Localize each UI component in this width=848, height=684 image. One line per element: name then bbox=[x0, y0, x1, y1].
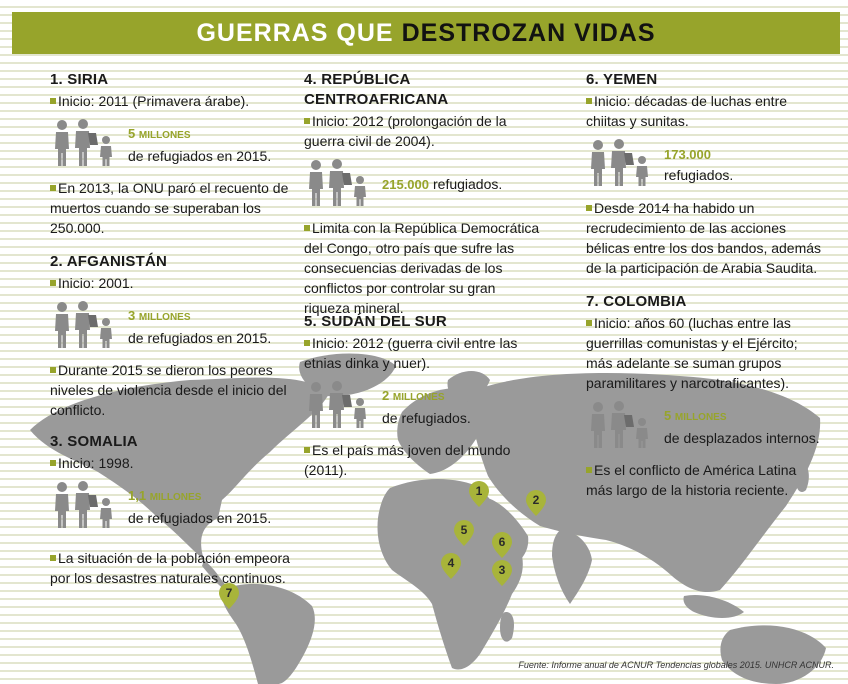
inicio-rca: Inicio: 2012 (prolongación de la guerra civil de 2004). bbox=[304, 113, 507, 149]
refugees-rca bbox=[304, 157, 544, 212]
refugee-number-afganistan: 3 MILLONES bbox=[128, 307, 191, 323]
title-part-2: DESTROZAN VIDAS bbox=[401, 18, 656, 47]
title-part-1: GUERRAS QUE bbox=[196, 18, 394, 47]
inicio-yemen: Inicio: décadas de luchas entre chiitas y sunitas. bbox=[586, 93, 788, 129]
heading-rca: 4. REPÚBLICA CENTROAFRICANA bbox=[304, 71, 449, 108]
refugee-family-icon bbox=[50, 479, 122, 534]
inicio-siria: Inicio: 2011 (Primavera árabe). bbox=[50, 91, 290, 111]
section-sudan bbox=[304, 312, 544, 480]
refugee-number-rca: 215.000 bbox=[382, 177, 429, 192]
svg-text:2: 2 bbox=[532, 493, 540, 507]
heading-afganistan: 2. AFGANISTÁN bbox=[50, 253, 168, 270]
note-colombia: Es el conflicto de América Latina más largo de la historia reciente. bbox=[586, 462, 797, 498]
refugees-sudan bbox=[304, 379, 544, 434]
inicio-somalia: Inicio: 1998. bbox=[50, 453, 290, 473]
refugee-label-yemen: refugiados. bbox=[664, 166, 734, 183]
refugee-label-afganistan: de refugiados en 2015. bbox=[128, 329, 272, 346]
refugee-family-icon bbox=[304, 157, 376, 212]
svg-text:1: 1 bbox=[475, 484, 483, 498]
inicio-colombia: Inicio: años 60 (luchas entre las guerrillas comunistas y el Ejército; más adelante se suman grupos paramilitares y narcotraficantes). bbox=[586, 315, 798, 391]
section-colombia bbox=[586, 292, 826, 500]
svg-text:4: 4 bbox=[447, 556, 455, 570]
refugees-siria bbox=[50, 117, 290, 172]
refugee-label-somalia: de refugiados en 2015. bbox=[128, 509, 272, 526]
refugee-number-yemen: 173.000 bbox=[664, 146, 711, 162]
refugee-number-siria: 5 MILLONES bbox=[128, 125, 191, 141]
note-afganistan: Durante 2015 se dieron los peores niveles de violencia desde el inicio del conflicto. bbox=[50, 362, 287, 418]
heading-yemen: 6. YEMEN bbox=[586, 71, 658, 88]
inicio-sudan: Inicio: 2012 (guerra civil entre las etnias dinka y nuer). bbox=[304, 335, 518, 371]
refugees-yemen bbox=[586, 137, 826, 192]
section-afganistan bbox=[50, 252, 290, 420]
refugee-label-rca: refugiados. bbox=[433, 176, 503, 192]
note-rca: Limita con la República Democrática del Congo, otro país que sufre las consecuencias derivadas de los conflictos por controlar su gran riqueza mineral. bbox=[304, 220, 540, 316]
section-rca bbox=[304, 70, 544, 318]
section-yemen bbox=[586, 70, 826, 278]
india bbox=[552, 530, 592, 604]
madagascar bbox=[500, 612, 514, 642]
heading-sudan: 5. SUDÁN DEL SUR bbox=[304, 313, 447, 330]
heading-siria: 1. SIRIA bbox=[50, 71, 109, 88]
refugee-number-somalia: 1,1 MILLONES bbox=[128, 487, 202, 503]
svg-text:6: 6 bbox=[498, 535, 506, 549]
refugees-colombia bbox=[586, 399, 826, 454]
svg-text:7: 7 bbox=[225, 586, 233, 600]
section-siria bbox=[50, 70, 290, 238]
refugee-label-colombia: de desplazados internos. bbox=[664, 429, 820, 446]
svg-text:5: 5 bbox=[460, 523, 468, 537]
refugee-family-icon bbox=[304, 379, 376, 434]
source-note: Fuente: Informe anual de ACNUR Tendencias globales 2015. UNHCR ACNUR. bbox=[518, 660, 834, 670]
refugee-family-icon bbox=[586, 137, 658, 192]
note-somalia: La situación de la población empeora por los desastres naturales continuos. bbox=[50, 550, 290, 586]
refugees-somalia bbox=[50, 479, 290, 534]
section-somalia bbox=[50, 432, 290, 588]
heading-somalia: 3. SOMALIA bbox=[50, 433, 138, 450]
refugee-label-sudan: de refugiados. bbox=[382, 409, 471, 426]
inicio-afganistan: Inicio: 2001. bbox=[50, 273, 290, 293]
refugee-family-icon bbox=[586, 399, 658, 454]
svg-text:3: 3 bbox=[498, 563, 506, 577]
refugee-family-icon bbox=[50, 299, 122, 354]
refugees-afganistan bbox=[50, 299, 290, 354]
refugee-number-colombia: 5 MILLONES bbox=[664, 407, 727, 423]
southeast-asia-islands bbox=[683, 595, 744, 618]
australia bbox=[720, 625, 826, 684]
note-siria: En 2013, la ONU paró el recuento de muertos cuando se superaban los 250.000. bbox=[50, 180, 289, 236]
note-yemen: Desde 2014 ha habido un recrudecimiento de las acciones bélicas entre los dos bandos, además de la participación de Arabia Saudita. bbox=[586, 200, 822, 276]
refugee-number-sudan: 2 MILLONES bbox=[382, 387, 445, 403]
refugee-family-icon bbox=[50, 117, 122, 172]
refugee-label-siria: de refugiados en 2015. bbox=[128, 147, 272, 164]
note-sudan: Es el país más joven del mundo (2011). bbox=[304, 442, 511, 478]
heading-colombia: 7. COLOMBIA bbox=[586, 293, 687, 310]
